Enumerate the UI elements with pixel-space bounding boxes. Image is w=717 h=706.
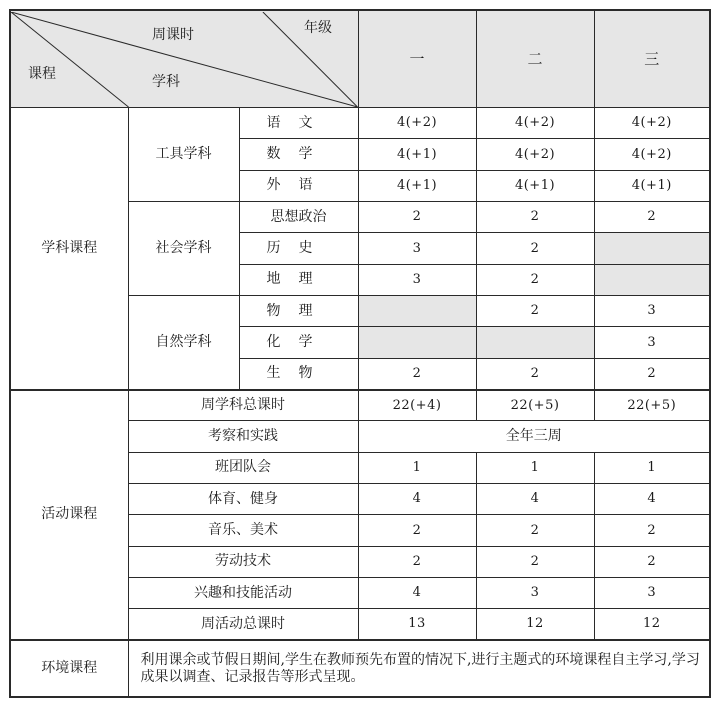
value-cell: 2 xyxy=(476,515,594,546)
subject-name-chinese: 语文 xyxy=(239,108,358,139)
value-cell: 2 xyxy=(476,358,594,389)
value-cell: 1 xyxy=(476,452,594,483)
value-cell: 2 xyxy=(594,358,710,389)
value-cell: 3 xyxy=(358,264,476,295)
subject-name-politics: 思想政治 xyxy=(239,202,358,233)
value-cell: 4(+1) xyxy=(358,170,476,201)
value-cell: 3 xyxy=(594,296,710,327)
activity-name: 考察和实践 xyxy=(128,421,358,452)
value-cell: 4(+2) xyxy=(476,108,594,139)
value-cell: 2 xyxy=(476,202,594,233)
activity-name: 体育、健身 xyxy=(128,484,358,515)
value-cell: 4(+2) xyxy=(594,139,710,170)
value-cell: 4(+1) xyxy=(358,139,476,170)
value-cell: 2 xyxy=(358,202,476,233)
value-cell: 4(+2) xyxy=(476,139,594,170)
value-cell: 2 xyxy=(358,358,476,389)
value-cell: 1 xyxy=(594,452,710,483)
subject-name-foreign-language: 外语 xyxy=(239,170,358,201)
value-cell: 4 xyxy=(358,484,476,515)
value-cell: 2 xyxy=(476,233,594,264)
environment-course-label: 环境课程 xyxy=(10,640,128,697)
value-cell: 12 xyxy=(594,609,710,640)
value-cell: 22(+5) xyxy=(594,390,710,421)
value-cell: 3 xyxy=(476,577,594,608)
value-cell: 2 xyxy=(476,546,594,577)
activity-name: 劳动技术 xyxy=(128,546,358,577)
value-cell: 1 xyxy=(358,452,476,483)
value-cell: 2 xyxy=(358,515,476,546)
course-label: 课程 xyxy=(28,65,56,82)
table-row xyxy=(10,390,710,421)
week-hours-label: 周课时 xyxy=(152,26,194,43)
value-cell: 3 xyxy=(358,233,476,264)
value-cell: 4(+1) xyxy=(476,170,594,201)
merged-value-cell: 全年三周 xyxy=(358,421,710,452)
value-cell: 4 xyxy=(476,484,594,515)
activity-name: 兴趣和技能活动 xyxy=(128,577,358,608)
header-corner-cell xyxy=(10,10,358,108)
activity-name: 周学科总课时 xyxy=(128,390,358,421)
course-schedule-table xyxy=(9,9,711,698)
empty-shaded-cell xyxy=(476,327,594,358)
subject-label: 学科 xyxy=(152,73,180,90)
value-cell: 2 xyxy=(358,546,476,577)
environment-course-description: 利用课余或节假日期间,学生在教师预先布置的情况下,进行主题式的环境课程自主学习,学习成果以调查、记录报告等形式呈现。 xyxy=(128,640,710,697)
empty-shaded-cell xyxy=(358,327,476,358)
value-cell: 3 xyxy=(594,327,710,358)
subject-name-biology: 生物 xyxy=(239,358,358,389)
value-cell: 22(+5) xyxy=(476,390,594,421)
activity-name: 周活动总课时 xyxy=(128,609,358,640)
empty-shaded-cell xyxy=(594,264,710,295)
table-row xyxy=(10,640,710,697)
grade-label: 年级 xyxy=(304,19,332,36)
value-cell: 4(+2) xyxy=(358,108,476,139)
subject-name-physics: 物理 xyxy=(239,296,358,327)
subject-name-math: 数学 xyxy=(239,139,358,170)
subject-name-history: 历史 xyxy=(239,233,358,264)
grade-header-1: 一 xyxy=(358,10,476,108)
value-cell: 3 xyxy=(594,577,710,608)
value-cell: 22(+4) xyxy=(358,390,476,421)
value-cell: 4 xyxy=(358,577,476,608)
subject-name-geography: 地理 xyxy=(239,264,358,295)
value-cell: 2 xyxy=(594,202,710,233)
value-cell: 12 xyxy=(476,609,594,640)
value-cell: 2 xyxy=(594,546,710,577)
table-row xyxy=(10,108,710,139)
value-cell: 2 xyxy=(476,296,594,327)
activity-courses-label: 活动课程 xyxy=(10,390,128,641)
activity-name: 班团队会 xyxy=(128,452,358,483)
activity-name: 音乐、美术 xyxy=(128,515,358,546)
grade-header-2: 二 xyxy=(476,10,594,108)
empty-shaded-cell xyxy=(358,296,476,327)
group-label-social: 社会学科 xyxy=(128,202,239,296)
value-cell: 2 xyxy=(476,264,594,295)
empty-shaded-cell xyxy=(594,233,710,264)
group-label-tool: 工具学科 xyxy=(128,108,239,202)
value-cell: 4(+1) xyxy=(594,170,710,201)
value-cell: 4(+2) xyxy=(594,108,710,139)
subject-courses-label: 学科课程 xyxy=(10,108,128,390)
value-cell: 13 xyxy=(358,609,476,640)
grade-header-3: 三 xyxy=(594,10,710,108)
value-cell: 4 xyxy=(594,484,710,515)
value-cell: 2 xyxy=(594,515,710,546)
group-label-natural: 自然学科 xyxy=(128,296,239,390)
subject-name-chemistry: 化学 xyxy=(239,327,358,358)
